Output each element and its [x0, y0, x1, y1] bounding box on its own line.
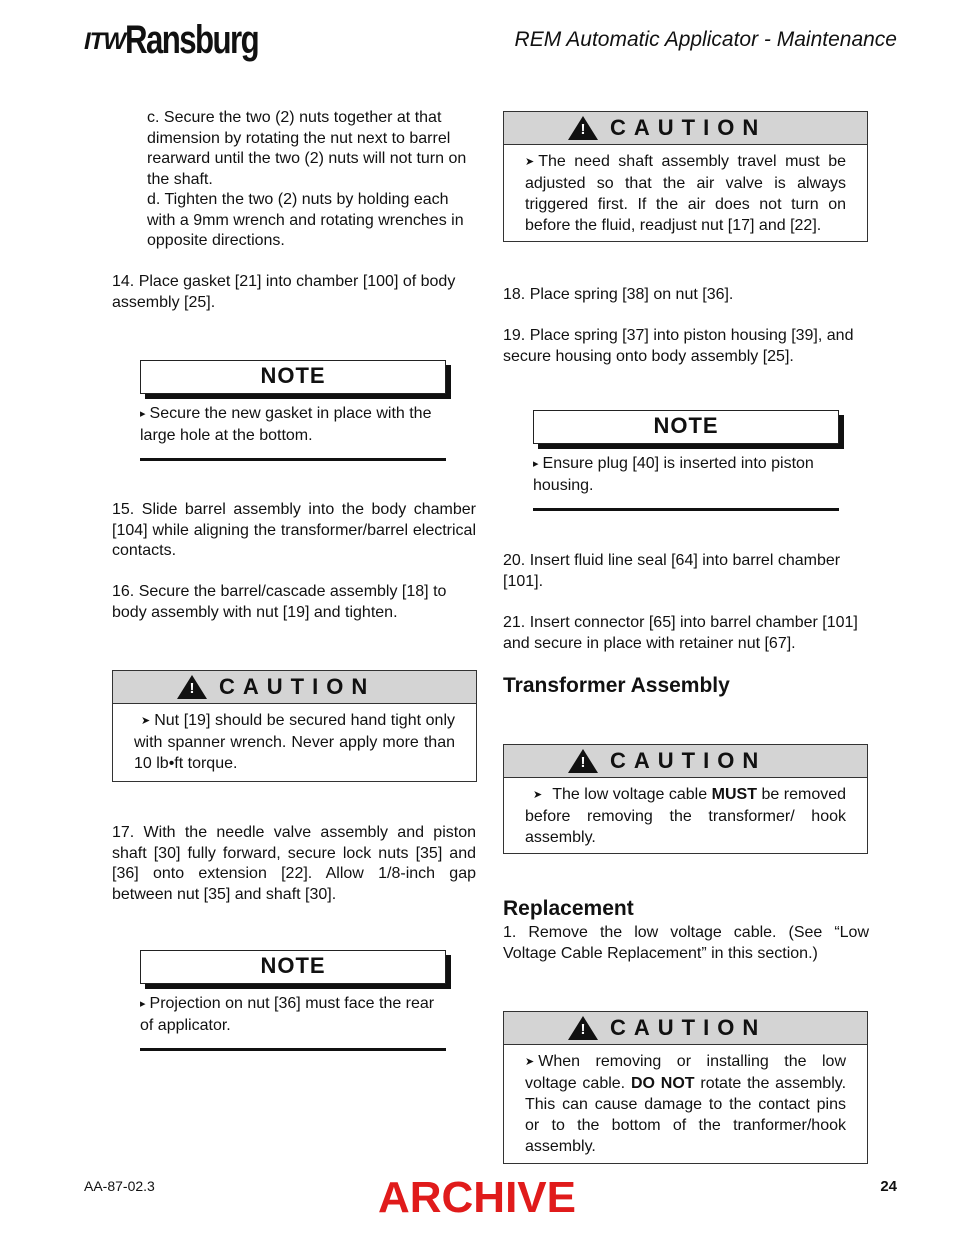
replacement-step-1: 1. Remove the low voltage cable. (See “Low Voltage Cable Replacement” in this section.) — [503, 924, 869, 962]
emphasis-do-not: DO NOT — [630, 1075, 695, 1092]
note-divider — [140, 1048, 446, 1051]
caution-heading: CAUTION — [219, 674, 376, 699]
caution-heading: CAUTION — [610, 748, 767, 773]
note-divider — [533, 508, 839, 511]
document-number: AA-87-02.3 — [84, 1178, 155, 1194]
logo-name: Ransburg — [124, 18, 259, 62]
archive-watermark: ARCHIVE — [377, 1173, 577, 1222]
step-d: d. Tighten the two (2) nuts by holding each with a 9mm wrench and rotating wrenches in opposite directions. — [147, 191, 464, 250]
bullet-arrow-icon: ➤ — [141, 715, 151, 727]
caution-box-1: ! CAUTION ➤ Nut [19] should be secured hand tight only with spanner wrench. Never apply more than 10 lb•ft torque. — [112, 670, 477, 782]
bullet-arrow-icon: ▸ — [140, 998, 146, 1010]
page-number: 24 — [880, 1178, 897, 1195]
logo-itw: ITW — [84, 28, 125, 55]
page-header-title: REM Automatic Applicator - Maintenance — [514, 28, 897, 51]
note-box-1 — [140, 360, 446, 461]
note-box-right — [533, 410, 839, 511]
note-box-2 — [140, 950, 446, 1051]
step-18: 18. Place spring [38] on nut [36]. — [503, 286, 734, 303]
company-logo — [84, 18, 296, 63]
emphasis-must: MUST — [711, 786, 757, 803]
note-text: Ensure plug [40] is inserted into piston housing. — [533, 455, 814, 494]
step-16: 16. Secure the barrel/cascade assembly [18] to body assembly with nut [19] and tighten. — [112, 583, 447, 621]
note-text: Secure the new gasket in place with the large hole at the bottom. — [140, 405, 432, 444]
bullet-arrow-icon: ➤ — [525, 156, 535, 168]
caution-box-right-2: ! CAUTION ➤ The low voltage cable MUST be removed before removing the transformer/ hook assembly. — [503, 744, 868, 854]
note-divider — [140, 458, 446, 461]
subsection-title: Replacement — [503, 897, 634, 920]
caution-box-right-1: ! CAUTION ➤ The need shaft assembly travel must be adjusted so that the air valve is always triggered first. If the air does not turn on before the fluid, readjust nut [17] and [22]. — [503, 111, 868, 242]
step-17: 17. With the needle valve assembly and piston shaft [30] fully forward, secure lock nuts [35] and [36] onto extension [22]. Allow 1/8-inch gap between nut [35] and shaft [30]. — [112, 824, 476, 903]
bullet-arrow-icon: ➤ — [525, 1056, 535, 1068]
caution-box-right-3: ! CAUTION ➤ When removing or installing the low voltage cable. DO NOT rotate the assembly. This can cause damage to the contact pins or to the bottom of the tranformer/hook assembly. — [503, 1011, 868, 1164]
step-14: 14. Place gasket [21] into chamber [100] of body assembly [25]. — [112, 273, 456, 311]
step-c: c. Secure the two (2) nuts together at that dimension by rotating the nut next to barrel rearward until the two (2) nuts will not turn on the shaft. — [147, 109, 467, 188]
note-heading: NOTE — [533, 410, 839, 444]
bullet-arrow-icon: ▸ — [533, 458, 539, 470]
step-19: 19. Place spring [37] into piston housing [39], and secure housing onto body assembly [25]. — [503, 327, 854, 365]
step-21: 21. Insert connector [65] into barrel chamber [101] and secure in place with retainer nut [67]. — [503, 614, 858, 652]
step-15: 15. Slide barrel assembly into the body chamber [104] while aligning the transformer/barrel electrical contacts. — [112, 501, 476, 560]
caution-heading: CAUTION — [610, 1015, 767, 1040]
caution-text: The need shaft assembly travel must be adjusted so that the air valve is always triggered first. If the air does not turn on before the fluid, readjust nut [17] and [22]. — [525, 153, 846, 234]
step-20: 20. Insert fluid line seal [64] into barrel chamber [101]. — [503, 552, 841, 590]
bullet-arrow-icon: ➤ — [533, 789, 543, 801]
note-heading: NOTE — [140, 360, 446, 394]
note-heading: NOTE — [140, 950, 446, 984]
bullet-arrow-icon: ▸ — [140, 408, 146, 420]
caution-heading: CAUTION — [610, 115, 767, 140]
note-text: Projection on nut [36] must face the rear of applicator. — [140, 995, 435, 1034]
section-title: Transformer Assembly — [503, 674, 730, 697]
caution-text: Nut [19] should be secured hand tight only with spanner wrench. Never apply more than 10 lb•ft torque. — [134, 712, 455, 772]
